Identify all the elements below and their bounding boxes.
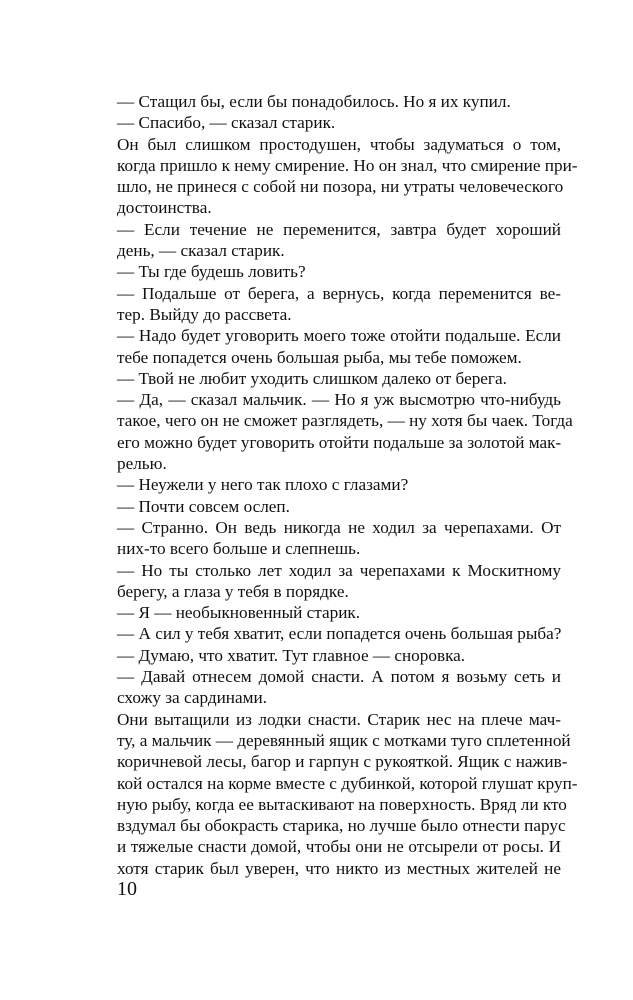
text-line: ту, а мальчик — деревянный ящик с мотками туго сплетенной [117, 730, 571, 750]
text-line: и тяжелые снасти домой, чтобы они не отсырели от росы. И [117, 837, 561, 857]
text-line: берегу, а глаза у тебя в порядке. [117, 581, 349, 601]
text-line: — Давай отнесем домой снасти. А потом я возьму сеть и [117, 667, 561, 687]
text-line: его можно будет уговорить отойти подальше за золотой мак- [117, 432, 562, 452]
body-text [117, 91, 578, 879]
text-line: релью. [117, 454, 167, 474]
text-line: хотя старик был уверен, что никто из местных жителей не [117, 858, 561, 878]
text-line: — Стащил бы, если бы понадобилось. Но я их купил. [117, 92, 511, 111]
text-line: — Я — необыкновенный старик. [117, 603, 361, 623]
text-line: — Думаю, что хватит. Тут главное — сноровка. [117, 645, 466, 665]
text-line: Он был слишком простодушен, чтобы задуматься о том, [117, 134, 561, 154]
text-line: — Спасибо, — сказал старик. [117, 113, 336, 133]
page-number: 10 [117, 878, 137, 900]
text-line: — Ты где будешь ловить? [117, 262, 306, 282]
text-line: такое, чего он не сможет разглядеть, — ну хотя бы чаек. Тогда [117, 411, 573, 431]
text-line: — Неужели у него так плохо с глазами? [117, 475, 409, 495]
text-line: — Твой не любит уходить слишком далеко от берега. [117, 368, 507, 388]
text-line: достоинства. [117, 198, 212, 218]
text-line: вздумал бы обокрасть старика, но лучше было отнести парус [117, 816, 566, 836]
text-line: когда пришло к нему смирение. Но он знал, что смирение при- [117, 155, 578, 175]
text-line: схожу за сардинами. [117, 688, 267, 708]
text-line: них-то всего больше и слепнешь. [117, 539, 361, 559]
text-line: — Да, — сказал мальчик. — Но я уж высмотрю что-нибудь [117, 390, 561, 410]
text-line: шло, не принеся с собой ни позора, ни утраты человеческого [117, 177, 564, 197]
text-line: ную рыбу, когда ее вытаскивают на поверхность. Вряд ли кто [117, 794, 567, 814]
text-line: тер. Выйду до рассвета. [117, 304, 292, 324]
text-line: — Надо будет уговорить моего тоже отойти подальше. Если [117, 326, 561, 346]
text-line: — Если течение не переменится, завтра будет хороший [117, 219, 561, 239]
text-line: коричневой лесы, багор и гарпун с рукояткой. Ящик с нажив- [117, 752, 568, 772]
text-line: Они вытащили из лодки снасти. Старик нес на плече мач- [117, 709, 561, 729]
text-line: тебе попадется очень большая рыба, мы тебе поможем. [117, 347, 522, 367]
text-line: — Но ты столько лет ходил за черепахами к Москитному [117, 560, 561, 580]
text-line: день, — сказал старик. [117, 241, 285, 261]
text-line: — Подальше от берега, а вернусь, когда переменится ве- [117, 283, 561, 303]
text-line: кой остался на корме вместе с дубинкой, которой глушат круп- [117, 773, 578, 793]
text-line: — А сил у тебя хватит, если попадется очень большая рыба? [117, 624, 562, 644]
text-line: — Странно. Он ведь никогда не ходил за черепахами. От [117, 517, 561, 537]
text-line: — Почти совсем ослеп. [117, 496, 290, 516]
